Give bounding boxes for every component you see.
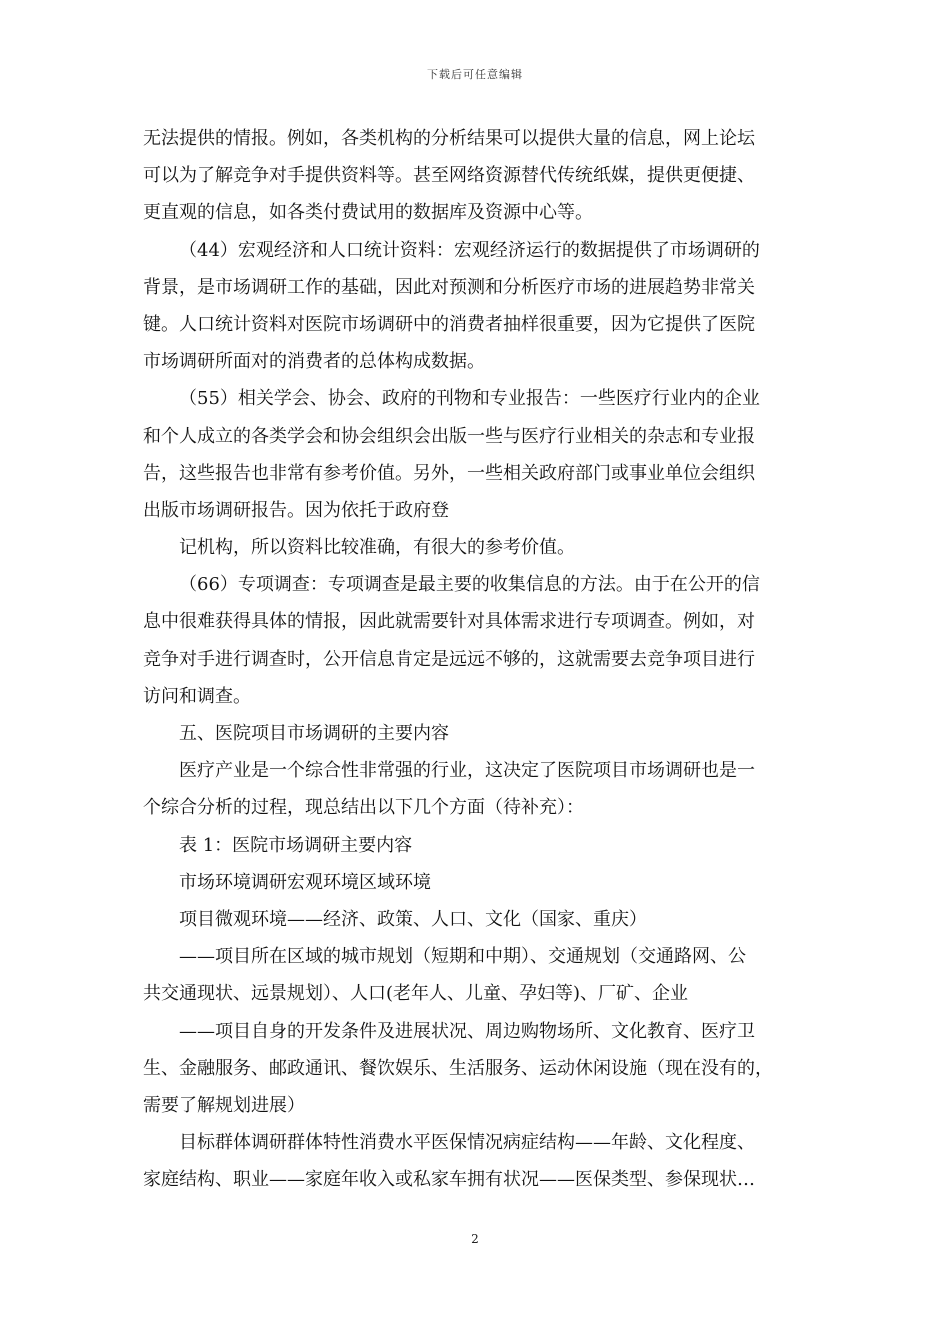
text-line: ——项目自身的开发条件及进展状况、周边购物场所、文化教育、医疗卫 <box>179 1020 755 1042</box>
text-line: （66）专项调查：专项调查是最主要的收集信息的方法。由于在公开的信 <box>179 574 760 596</box>
text-line: 市场调研所面对的消费者的总体构成数据。 <box>143 351 485 373</box>
text-line: 背景，是市场调研工作的基础，因此对预测和分析医疗市场的进展趋势非常关 <box>143 276 755 298</box>
text-line: 记机构，所以资料比较准确，有很大的参考价值。 <box>179 537 575 559</box>
text-line: 市场环境调研宏观环境区域环境 <box>179 871 431 893</box>
text-line: （55）相关学会、协会、政府的刊物和专业报告：一些医疗行业内的企业 <box>179 388 760 410</box>
text-line: 更直观的信息，如各类付费试用的数据库及资源中心等。 <box>143 202 593 224</box>
text-line: 访问和调查。 <box>143 685 251 707</box>
text-line: 个综合分析的过程，现总结出以下几个方面（待补充）： <box>143 797 584 819</box>
text-line: 和个人成立的各类学会和协会组织会出版一些与医疗行业相关的杂志和专业报 <box>143 425 755 447</box>
page-number: 2 <box>471 1232 479 1246</box>
text-line: 目标群体调研群体特性消费水平医保情况病症结构——年龄、文化程度、 <box>179 1132 755 1154</box>
page-header: 下载后可任意编辑 <box>427 68 523 81</box>
text-line: 需要了解规划进展） <box>143 1094 305 1116</box>
document-body <box>143 120 813 1198</box>
text-line: 项目微观环境——经济、政策、人口、文化（国家、重庆） <box>179 908 647 930</box>
text-line: ——项目所在区域的城市规划（短期和中期）、交通规划（交通路网、公 <box>179 946 746 968</box>
text-line: （44）宏观经济和人口统计资料：宏观经济运行的数据提供了市场调研的 <box>179 239 760 261</box>
text-line: 家庭结构、职业——家庭年收入或私家车拥有状况——医保类型、参保现状… <box>143 1169 755 1191</box>
text-line: 可以为了解竞争对手提供资料等。甚至网络资源替代传统纸媒，提供更便捷、 <box>143 165 755 187</box>
text-line: 键。人口统计资料对医院市场调研中的消费者抽样很重要，因为它提供了医院 <box>143 313 755 335</box>
text-line: 生、金融服务、邮政通讯、餐饮娱乐、生活服务、运动休闲设施（现在没有的， <box>143 1057 773 1079</box>
text-line: 表 1：医院市场调研主要内容 <box>179 834 413 856</box>
text-line: 五、医院项目市场调研的主要内容 <box>179 723 449 744</box>
text-line: 出版市场调研报告。因为依托于政府登 <box>143 499 449 521</box>
text-line: 医疗产业是一个综合性非常强的行业，这决定了医院项目市场调研也是一 <box>179 760 755 782</box>
text-line: 无法提供的情报。例如，各类机构的分析结果可以提供大量的信息，网上论坛 <box>143 128 755 149</box>
text-line: 息中很难获得具体的情报，因此就需要针对具体需求进行专项调查。例如，对 <box>143 611 755 633</box>
text-line: 竞争对手进行调查时，公开信息肯定是远远不够的，这就需要去竞争项目进行 <box>143 648 755 670</box>
text-line: 告，这些报告也非常有参考价值。另外，一些相关政府部门或事业单位会组织 <box>143 462 755 484</box>
text-line: 共交通现状、远景规划）、人口(老年人、儿童、孕妇等)、厂矿、企业 <box>143 983 689 1005</box>
